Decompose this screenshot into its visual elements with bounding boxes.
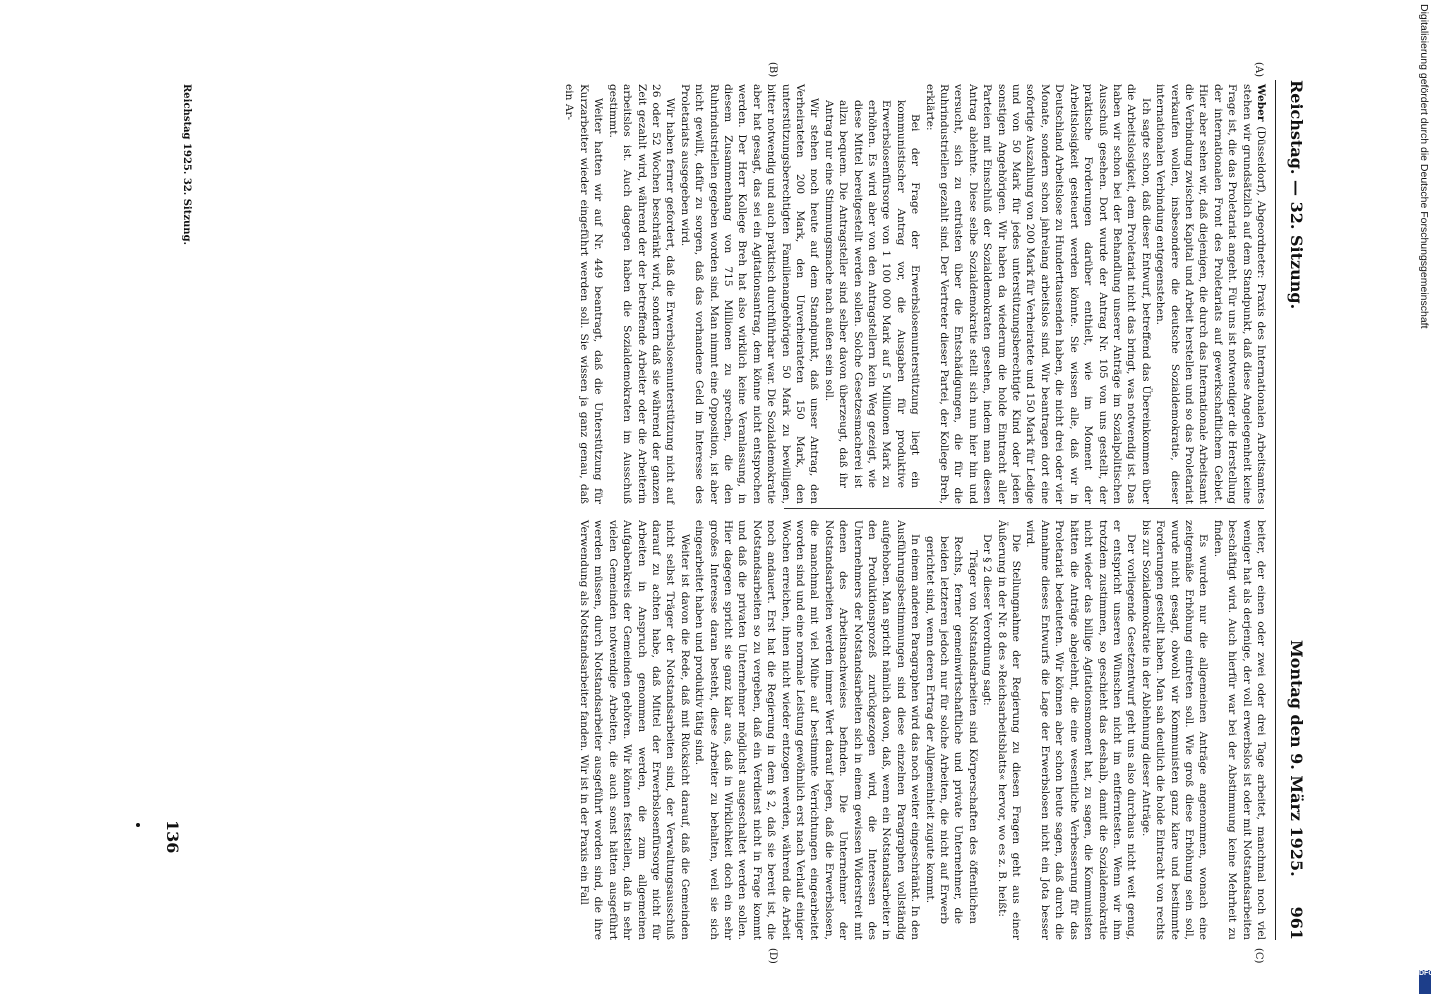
margin-mark-c: (C) bbox=[1253, 948, 1264, 964]
paragraph: Weiter ist davon die Rede, daß mit Rücksicht darauf, daß die Gemeinden nicht selbst Träger der Notstandsarbeiten sind, der Verwaltungsausschuß darauf zu achten habe, daß Mittel der Erwerbslosenfürsorge nicht für Arbeiten in Anspruch genommen werden, die zum allgemeinen Aufgabenkreis der Gemeinden gehören. Wir können feststellen, daß in sehr vielen Gemeinden notwendige Arbeiten, die auch sonst hätten ausgeführt werden müssen, durch Notstandsarbeiter ausgeführt worden sind, die ihre Verwendung als Notstandsarbeiter fanden. Wir ist in der Praxis ein Fall bbox=[577, 520, 691, 940]
column-separator bbox=[784, 508, 1264, 509]
page-header bbox=[1280, 80, 1306, 940]
left-column bbox=[168, 84, 1268, 504]
margin-mark-a: (A) bbox=[1253, 62, 1264, 78]
paragraph: Der vorliegende Gesetzentwurf geht uns also durchaus nicht weit genug, er entspricht unseren Wünschen nicht im entferntesten. Wenn wir ihm trotzdem zustimmen, so geschieht das deshalb, damit die Sozialdemokratie nicht wieder das billige Agitationsmoment hat, zu sagen, die Kommunisten hätten die Anträge abgelehnt, die eine wesentliche Verbesserung für das Proletariat bedeuteten. Wir können aber schon heute sagen, daß durch die Annahme dieses Entwurfs die Lage der Erwerbslosen nicht ein Jota besser wird. bbox=[1024, 520, 1138, 940]
rotated-document-page bbox=[102, 0, 1320, 1000]
digitization-credit-text: Digitalisierung gefördert durch die Deutsche Forschungsgemeinschaft bbox=[1418, 4, 1430, 329]
paragraph: Praxis des Internationalen Arbeitsamtes stehen wir grundsätzlich auf dem Standpunkt, daß diese Angelegenheit keine Frage ist, die das Proletariat angeht. Für uns ist notwendiger die Herstellung der internationalen Front des Proletariats auf gewerkschaftlichem Gebiet. Hier aber sehen wir, daß diejenigen, die durch das Internationale Arbeitsamt die Verbindung zwischen Kapital und Arbeit herstellen und so das Proletariat verkaufen wollen, insbesondere die deutsche Sozialdemokratie, dieser internationalen Verbindung entgegenstehen. bbox=[1154, 84, 1267, 505]
footer-session: Reichstag 1925. 32. Sitzung. bbox=[181, 84, 192, 246]
paragraph: Ich sagte schon, daß dieser Entwurf, betreffend das Übereinkommen über die Arbeitslosigkeit, dem Proletariat nicht das bringt, was notwendig ist. Das haben wir schon bei der Behandlung unserer Anträge im Sozialpolitischen Ausschuß gesehen. Dort wurde der Antrag Nr. 105 von uns gestellt, der praktische Forderungen darüber enthielt, wie im Moment der Arbeitslosigkeit gesteuert werden könnte. Sie wissen alle, daß wir in Deutschland Arbeitslose zu Hunderttausenden haben, die nicht drei oder vier Monate, sondern schon jahrelang arbeitslos sind. Wir beantragen dort eine sofortige Auszahlung von 200 Mark für Verheiratete und 150 Mark für Ledige und von 50 Mark für jedes unterstützungsberechtigte Kind oder jeden sonstigen Angehörigen. Wir haben da wiederum die holde Eintracht aller Parteien mit Einschluß der Sozialdemokraten gesehen, indem man diesen Antrag ablehnte. Diese selbe Sozialdemokratie stellt sich nun hier hin und versucht, sich zu entrüsten über die Entschädigungen, die für die Ruhrindustriellen gezahlt sind. Der Vertreter dieser Partei, der Kollege Breh, erklärte: bbox=[923, 84, 1152, 504]
header-page-number: 961 bbox=[1287, 906, 1306, 940]
speaker-note: (Düsseldorf), Abgeordneter: bbox=[1255, 126, 1267, 279]
digitization-credit bbox=[1418, 4, 1432, 994]
quoted-paragraph: Träger von Notstandsarbeiten sind Körperschaften des öffentlichen Rechts, ferner gemeinwirtschaftliche und private Unternehmer, die beiden letzteren jedoch nur für solche Arbeiten, die nicht auf Erwerb gerichtet sind, wenn deren Ertrag der Allgemeinheit zugute kommt. bbox=[923, 536, 979, 924]
right-column bbox=[168, 520, 1268, 940]
paragraph: Wir haben ferner gefordert, daß die Erwerbslosenunterstützung nicht auf 26 oder 52 Wochen beschränkt wird, sondern daß sie während der ganzen Zeit gezahlt wird, während der der betreffende Arbeiter oder die Arbeiterin arbeitslos ist. Auch dagegen haben die Sozialdemokraten im Ausschuß gestimmt. bbox=[606, 84, 677, 504]
speaker-name: Weber bbox=[1255, 84, 1267, 122]
paragraph: Weiter hatten wir auf Nr. 449 beantragt, daß die Unterstützung für Kurzarbeiter wieder eingeführt werden soll. Sie wissen ja ganz genau, daß ein Ar- bbox=[563, 84, 605, 504]
dfg-logo-text: DFG bbox=[1419, 970, 1434, 977]
paragraph: Es wurden nur die allgemeinen Anträge angenommen, wonach eine zeitgemäße Erhöhung eintreten soll. Wie groß diese Erhöhung sein soll, wurde nicht gesagt, obwohl wir Kommunisten ganz klare und bestimmte Forderungen gestellt haben. Man sah deutlich die holde Eintracht von rechts bis zur Sozialdemokratie in der Ablehnung dieser Anträge. bbox=[1139, 520, 1210, 940]
paragraph: Wir stehen noch heute auf dem Standpunkt, daß unser Antrag, den Verheirateten 200 Mark, den Unverheirateten 150 Mark, den unterstützungsberechtigten Familienangehörigen 50 Mark zu bewilligen, bitter notwendig und auch praktisch durchführbar war. Die Sozialdemokratie aber hat gesagt, das sei ein Agitationsantrag, dem könne nicht entsprochen werden. Der Herr Kollege Breh hat also wirklich keine Veranlassung, in diesem Zusammenhang von 715 Millionen zu sprechen, die den Ruhrindustriellen gegeben worden sind. Man nimmt eine Opposition, ist aber nicht gewillt, dafür zu sorgen, daß das vorhandene Geld im Interesse des Proletariats ausgegeben wird. bbox=[678, 84, 821, 504]
header-rule bbox=[1275, 80, 1276, 940]
footer-page-number: 136 bbox=[163, 820, 182, 854]
paragraph: beiter, der einen oder zwei oder drei Tage arbeitet, manchmal noch viel weniger hat als derjenige, der voll erwerbslos ist oder mit Notstandsarbeiten beschäftigt wird. Auch hierfür war bei der Abstimmung keine Mehrheit zu finden. bbox=[1211, 520, 1267, 940]
dfg-logo-icon bbox=[1419, 970, 1434, 994]
header-date: Montag den 9. März 1925. bbox=[1287, 640, 1306, 877]
header-session: Reichstag. — 32. Sitzung. bbox=[1287, 80, 1306, 310]
margin-mark-b: (B) bbox=[767, 62, 778, 78]
paragraph: Die Stellungnahme der Regierung zu diesen Fragen geht aus einer Äußerung in der Nr. 8 des »Reichsarbeitsblatts« hervor, wo es z. B. heißt: bbox=[995, 520, 1023, 940]
footer-dot bbox=[136, 823, 140, 827]
quoted-paragraph: Bei der Frage der Erwerbslosenunterstützung liegt ein kommunistischer Antrag vor, die Ausgaben für produktive Erwerbslosenfürsorge von 1 100 000 Mark auf 5 Millionen Mark zu erhöhen. Es wird aber von den Antragstellern kein Weg gezeigt, wie diese Mittel bereitgestellt werden sollen. Solche Gesetzesmacherei ist allzu bequem. Die Antragsteller sind selber davon überzeugt, daß ihr Antrag nur eine Stimmungsmache nach außen sein soll. bbox=[822, 100, 922, 488]
paragraph: Der § 2 dieser Verordnung sagt: bbox=[981, 534, 994, 706]
margin-mark-d: (D) bbox=[767, 948, 778, 964]
speaker-line bbox=[1153, 84, 1268, 504]
paragraph: In einem anderen Paragraphen wird das noch weiter eingeschränkt. In den Ausführungsbestimmungen sind diese einzelnen Paragraphen vollständig aufgehoben. Man spricht nämlich davon, daß, wenn ein Notstandsarbeiter in den Produktionsprozeß zurückgezogen wird, die Interessen des Unternehmers der Notstandsarbeiten sich in einem gewissen Widerstreit mit denen des Arbeitsnachweises befinden. Die Unternehmer der Notstandsarbeiten werden immer Wert darauf legen, daß die Erwerbslosen, die manchmal mit viel Mühe auf bestimmte Verrichtungen eingearbeitet worden sind und eine normale Leistung gewöhnlich erst nach Verlauf einiger Wochen erreichen, ihnen nicht wieder entzogen werden, während die Arbeit noch andauert. Erst hat die Regierung in dem § 2, daß sie bereit ist, die Notstandsarbeiten so zu vergeben, daß ein Verdienst nicht in Frage kommt und daß die privaten Unternehmer möglichst ausgeschaltet werden sollen. Hier dagegen spricht sie ganz klar aus, daß in Wirklichkeit doch ein sehr großes Interesse daran besteht, diese Arbeiter zu behalten, weil sie sich eingearbeitet haben und produktiv tätig sind. bbox=[693, 520, 922, 940]
